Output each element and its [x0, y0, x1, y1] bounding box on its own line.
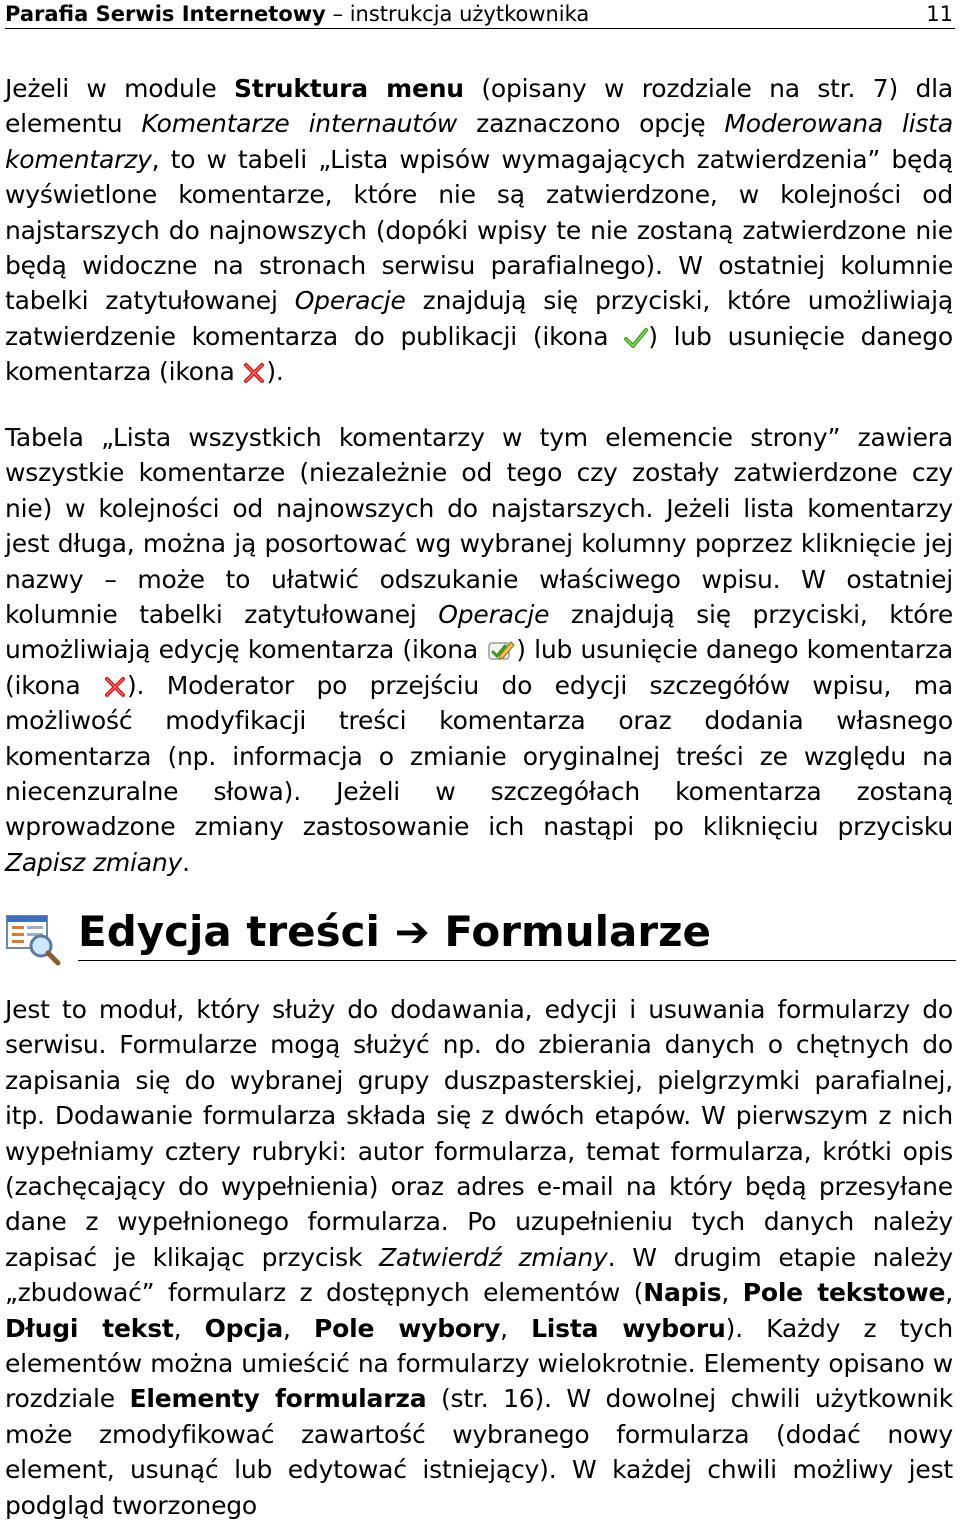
paragraph-forms: Jest to moduł, który służy do dodawania, edycji i usuwania formularzy do serwisu. Formularze mogą służyć np. do zbierania danych o chętnych do zapisania się do wybranej grupy duszpasterskiej, pielgrzymki parafialnej, itp. Dodawanie formularza składa się z dwóch etapów. W pierwszym z nich wypełniamy cztery rubryki: autor formularza, temat formularza, krótki opis (zachęcający do wypełnienia) oraz adres e-mail na który będą przesyłane dane z wypełnionego formularza. Po uzupełnieniu tych danych należy zapisać je klikając przycisk Zatwierdź zmiany. W drugim etapie należy „zbudować” formularz z dostępnych elementów (Napis, Pole tekstowe, Długi tekst, Opcja, Pole wybory, Lista wyboru). Każdy z tych elementów można umieścić na formularzy wielokrotnie. Elementy opisano w rozdziale Elementy formularza (str. 16). W dowolnej chwili użytkownik może zmodyfikować zawartość wybranego formularza (dodać nowy element, usunąć lub edytować istniejący). W każdej chwili możliwy jest podgląd tworzonego: [5, 995, 954, 1520]
header-subtitle: – instrukcja użytkownika: [332, 2, 590, 26]
page-number: 11: [926, 2, 953, 26]
paragraph-moderation: Jeżeli w module Struktura menu (opisany w rozdziale na str. 7) dla elementu Komentarze internautów zaznaczono opcję Moderowana lista komentarzy, to w tabeli „Lista wpisów wymagających zatwierdzenia” będą wyświetlone komentarze, które nie są zatwierdzone, w kolejności od najstarszych do najnowszych (dopóki wpisy te nie zostaną zatwierdzone nie będą widoczne na stronach serwisu parafialnego). W ostatniej kolumnie tabelki zatytułowanej Operacje znajdują się przyciski, które umożliwiają zatwierdzenie komentarza do publikacji (ikona ) lub usunięcie danego komentarza (ikona ).: [5, 74, 953, 387]
arrow-icon: ➔: [394, 907, 430, 956]
red-x-icon: [242, 362, 266, 384]
checkmark-icon: [624, 327, 648, 349]
edit-pencil-icon: [486, 638, 516, 664]
header-brand: Parafia Serwis Internetowy: [5, 2, 326, 26]
red-x-icon: [103, 676, 127, 698]
section-heading: Edycja treści ➔ Formularze: [78, 904, 956, 961]
form-magnifier-icon: [5, 910, 61, 966]
page-header: [5, 0, 955, 29]
paragraph-all-comments: Tabela „Lista wszystkich komentarzy w tym elemencie strony” zawiera wszystkie komentarze (niezależnie od tego czy zostały zatwierdzone czy nie) w kolejności od najnowszych do najstarszych. Jeżeli lista komentarzy jest długa, można ją posortować wg wybranej kolumny poprzez kliknięcie jej nazwy – może to ułatwić odszukanie właściwego wpisu. W ostatniej kolumnie tabelki zatytułowanej Operacje znajdują się przyciski, które umożliwiają edycję komentarza (ikona ) lub usunięcie danego komentarza (ikona ). Moderator po przejściu do edycji szczegółów wpisu, ma możliwość modyfikacji treści komentarza oraz dodania własnego komentarza (np. informacja o zmianie oryginalnej treści ze względu na niecenzuralne słowa). Jeżeli w szczegółach komentarza zostaną wprowadzone zmiany zastosowanie ich nastąpi po kliknięciu przycisku Zapisz zmiany.: [5, 423, 953, 877]
